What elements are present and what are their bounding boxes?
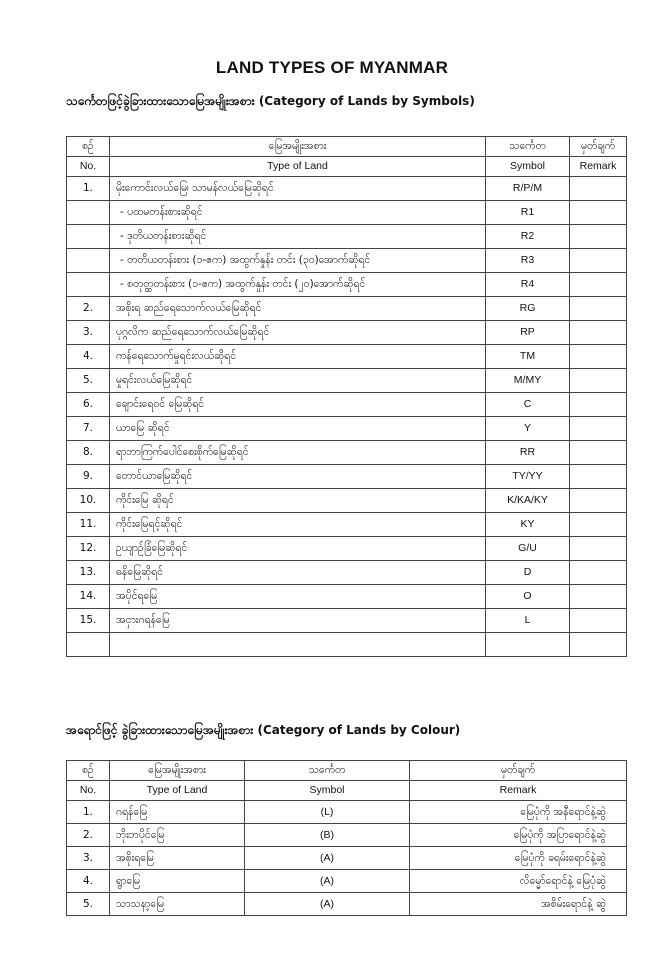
table-row [67, 417, 627, 441]
row-no: 13. [67, 561, 110, 585]
table-row [67, 561, 627, 585]
row-no [67, 273, 110, 297]
table-row [67, 369, 627, 393]
row-no: 11. [67, 513, 110, 537]
header-symbol-en: Symbol [486, 157, 570, 177]
table-row [67, 249, 627, 273]
row-symbol: M/MY [486, 369, 570, 393]
row-symbol: R3 [486, 249, 570, 273]
header-no-en: No. [67, 781, 110, 801]
row-remark [570, 273, 627, 297]
row-no [67, 633, 110, 657]
row-symbol: TM [486, 345, 570, 369]
header-symbol-my: သင်္ကေတ [486, 137, 570, 157]
row-symbol: G/U [486, 537, 570, 561]
table-row [67, 321, 627, 345]
header-symbol-en: Symbol [245, 781, 410, 801]
table-row [67, 537, 627, 561]
row-remark: လိမ္မော်ရောင်နဲ့ မြေပုံဆွဲ [410, 870, 627, 893]
row-symbol: KY [486, 513, 570, 537]
row-type: အစိုးရမြေ [110, 847, 245, 870]
table-header-row-my [67, 761, 627, 781]
table-row [67, 225, 627, 249]
row-symbol: (A) [245, 870, 410, 893]
row-remark [570, 177, 627, 201]
header-remark-en: Remark [410, 781, 627, 801]
row-type: ချောင်းရေဝင် မြေဆိုရင် [110, 393, 486, 417]
row-remark [570, 633, 627, 657]
row-remark [570, 465, 627, 489]
header-type-en: Type of Land [110, 781, 245, 801]
symbols-table [66, 136, 627, 657]
table-row [67, 465, 627, 489]
row-no: 5. [67, 369, 110, 393]
table-row [67, 489, 627, 513]
row-type: ရွာမြေ [110, 870, 245, 893]
row-remark [570, 393, 627, 417]
header-no-en: No. [67, 157, 110, 177]
row-remark [570, 321, 627, 345]
row-no: 3. [67, 321, 110, 345]
row-no: 4. [67, 345, 110, 369]
table-header-row-en [67, 781, 627, 801]
row-type: အစိုးရ ဆည်ရေသောက်လယ်မြေဆိုရင် [110, 297, 486, 321]
row-remark [570, 537, 627, 561]
row-no [67, 201, 110, 225]
row-remark [570, 225, 627, 249]
row-type: - ပထမတန်းစားဆိုရင် [110, 201, 486, 225]
row-type: - တတိယတန်းစား (၁-ဧက) အထွက်နှုန်း တင်း (၃၀)အောက်ဆိုရင် [110, 249, 486, 273]
row-symbol: (A) [245, 847, 410, 870]
symbols-section-heading: သင်္ကေတဖြင့်ခွဲခြားထားသောမြေအမျိုးအစား (Category of Lands by Symbols) [66, 94, 475, 108]
row-remark: အစိမ်းရောင်နဲ့ ဆွဲ [410, 893, 627, 916]
row-symbol: O [486, 585, 570, 609]
header-type-my: မြေအမျိုးအစား [110, 761, 245, 781]
row-type: သာသနာ့မြေ [110, 893, 245, 916]
row-type: ပုဂ္ဂလိက ဆည်ရေသောက်လယ်မြေဆိုရင် [110, 321, 486, 345]
row-type: ကိုင်းမြေရင့်ဆိုရင် [110, 513, 486, 537]
header-no-my: စဉ် [67, 761, 110, 781]
row-no: 10. [67, 489, 110, 513]
row-symbol: R1 [486, 201, 570, 225]
table-row [67, 870, 627, 893]
row-symbol: (A) [245, 893, 410, 916]
row-symbol: L [486, 609, 570, 633]
header-remark-en: Remark [570, 157, 627, 177]
row-symbol: Y [486, 417, 570, 441]
row-type: - စတုတ္ထတန်းစား (၁-ဧက) အထွက်နှုန်း တင်း (၂၀)အောက်ဆိုရင် [110, 273, 486, 297]
row-type: ဂရန်မြေ [110, 801, 245, 824]
row-no: 1. [67, 801, 110, 824]
row-type: အငှားဂရန်မြေ [110, 609, 486, 633]
row-remark: မြေပုံကို အနီရောင်နဲ့ဆွဲ [410, 801, 627, 824]
row-no: 7. [67, 417, 110, 441]
row-no: 5. [67, 893, 110, 916]
row-no: 12. [67, 537, 110, 561]
row-type: - ဒုတိယတန်းစားဆိုရင် [110, 225, 486, 249]
row-symbol: (B) [245, 824, 410, 847]
row-type: ဘိုးဘပိုင်မြေ [110, 824, 245, 847]
row-remark [570, 345, 627, 369]
header-no-my: စဉ် [67, 137, 110, 157]
table-row [67, 585, 627, 609]
row-remark [570, 441, 627, 465]
table-header-row-my [67, 137, 627, 157]
row-symbol: R4 [486, 273, 570, 297]
row-symbol: R2 [486, 225, 570, 249]
row-symbol: (L) [245, 801, 410, 824]
table-row [67, 441, 627, 465]
row-no [67, 225, 110, 249]
row-no: 3. [67, 847, 110, 870]
row-no: 1. [67, 177, 110, 201]
table-row [67, 513, 627, 537]
row-no: 9. [67, 465, 110, 489]
row-no: 6. [67, 393, 110, 417]
row-symbol: D [486, 561, 570, 585]
row-type: မှုရင်းလယ်မြေဆိုရင် [110, 369, 486, 393]
table-row-empty [67, 633, 627, 657]
table-header-row-en [67, 157, 627, 177]
row-type: ဥယျာဉ်ခြံမြေဆိုရင် [110, 537, 486, 561]
row-remark: မြေပုံကို အပြာရောင်နဲ့ဆွဲ [410, 824, 627, 847]
row-remark [570, 369, 627, 393]
page-title: LAND TYPES OF MYANMAR [215, 58, 449, 77]
row-type: ရာဘာကြက်ပေါင်စေးစိုက်မြေဆိုရင် [110, 441, 486, 465]
row-remark [570, 513, 627, 537]
row-remark [570, 609, 627, 633]
colour-section-heading: အရောင်ဖြင့် ခွဲခြားထားသောမြေအမျိုးအစား (Category of Lands by Colour) [66, 723, 461, 737]
row-type: ယာမြေ ဆိုရင် [110, 417, 486, 441]
row-no: 2. [67, 297, 110, 321]
table-row [67, 801, 627, 824]
row-type [110, 633, 486, 657]
row-type: တောင်ယာမြေဆိုရင် [110, 465, 486, 489]
row-type: ကိုင်းမြေ ဆိုရင် [110, 489, 486, 513]
row-symbol: RR [486, 441, 570, 465]
row-symbol: K/KA/KY [486, 489, 570, 513]
row-type: ကန်ရေသောက်မှုရင်းလယ်ဆိုရင် [110, 345, 486, 369]
row-symbol [486, 633, 570, 657]
row-remark [570, 249, 627, 273]
row-remark [570, 417, 627, 441]
row-no: 4. [67, 870, 110, 893]
header-remark-my: မှတ်ချက် [410, 761, 627, 781]
table-row [67, 824, 627, 847]
row-symbol: R/P/M [486, 177, 570, 201]
table-row [67, 297, 627, 321]
row-no: 14. [67, 585, 110, 609]
table-row [67, 847, 627, 870]
table-row [67, 273, 627, 297]
row-remark [570, 489, 627, 513]
table-row [67, 609, 627, 633]
row-type: ဓနိမြေဆိုရင် [110, 561, 486, 585]
row-remark [570, 297, 627, 321]
table-row [67, 393, 627, 417]
row-symbol: C [486, 393, 570, 417]
row-no: 8. [67, 441, 110, 465]
header-symbol-my: သင်္ကေတ [245, 761, 410, 781]
table-row [67, 177, 627, 201]
row-symbol: TY/YY [486, 465, 570, 489]
row-symbol: RG [486, 297, 570, 321]
header-type-en: Type of Land [110, 157, 486, 177]
row-remark: မြေပုံကို ခရမ်းရောင်နဲ့ဆွဲ [410, 847, 627, 870]
row-no [67, 249, 110, 273]
colour-table [66, 760, 627, 916]
table-row [67, 201, 627, 225]
row-no: 15. [67, 609, 110, 633]
row-remark [570, 585, 627, 609]
row-symbol: RP [486, 321, 570, 345]
row-remark [570, 561, 627, 585]
row-remark [570, 201, 627, 225]
table-row [67, 345, 627, 369]
header-remark-my: မှတ်ချက် [570, 137, 627, 157]
table-row [67, 893, 627, 916]
row-type: မိုးကောင်းလယ်မြေ၊ သာမန်လယ်မြေဆိုရင် [110, 177, 486, 201]
row-type: အပိုင်ရမြေ [110, 585, 486, 609]
row-no: 2. [67, 824, 110, 847]
header-type-my: မြေအမျိုးအစား [110, 137, 486, 157]
